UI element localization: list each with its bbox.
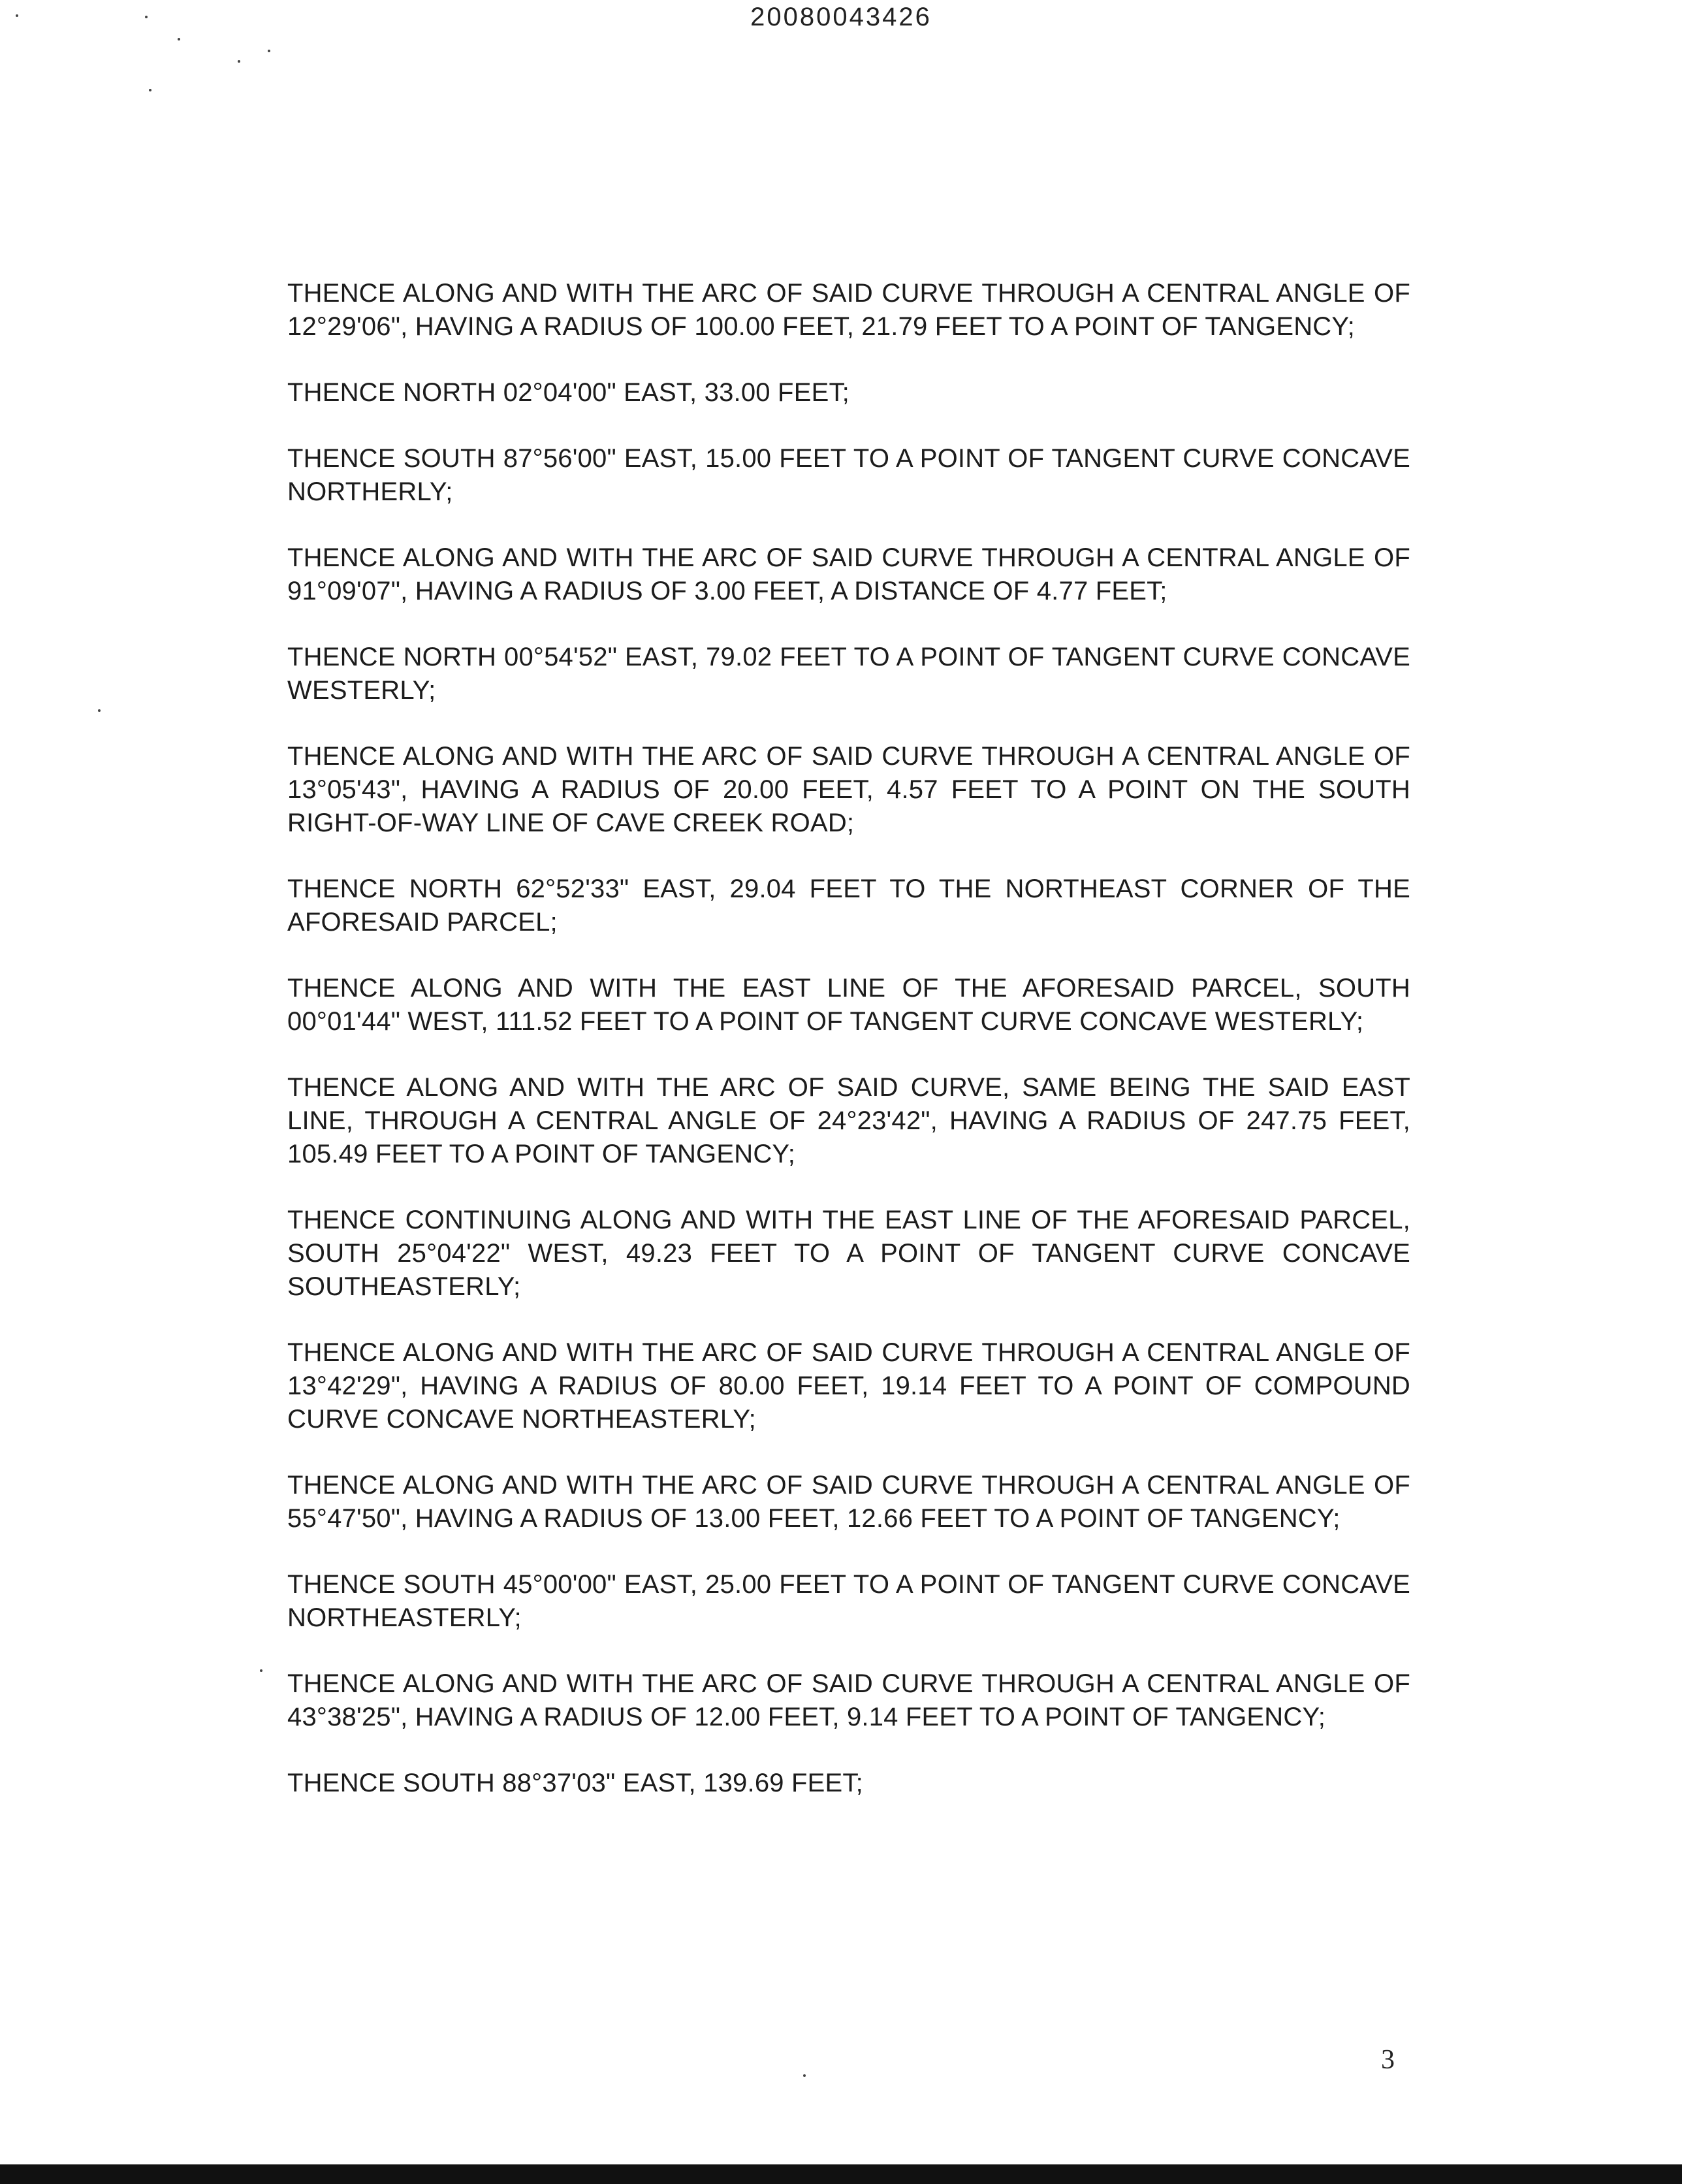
course-paragraph: THENCE NORTH 00°54'52" EAST, 79.02 FEET TO A POINT OF TANGENT CURVE CONCAVE WESTERLY; [287,643,1410,705]
document-number: 20080043426 [750,3,932,31]
scan-speck [260,1669,262,1672]
course-paragraph: THENCE ALONG AND WITH THE ARC OF SAID CURVE THROUGH A CENTRAL ANGLE OF 13°42'29", HAVING A RADIUS OF 80.00 FEET, 19.14 FEET TO A POINT OF COMPOUND CURVE CONCAVE NORTHEASTERLY; [287,1338,1410,1434]
course-paragraph: THENCE NORTH 62°52'33" EAST, 29.04 FEET TO THE NORTHEAST CORNER OF THE AFORESAID PARCEL; [287,875,1410,937]
course-paragraph: THENCE ALONG AND WITH THE EAST LINE OF THE AFORESAID PARCEL, SOUTH 00°01'44" WEST, 111.52 FEET TO A POINT OF TANGENT CURVE CONCAVE WESTERLY; [287,974,1410,1036]
course-paragraph: THENCE ALONG AND WITH THE ARC OF SAID CURVE THROUGH A CENTRAL ANGLE OF 13°05'43", HAVING A RADIUS OF 20.00 FEET, 4.57 FEET TO A POINT ON THE SOUTH RIGHT-OF-WAY LINE OF CAVE CREEK ROAD; [287,742,1410,837]
page-number: 3 [1381,2045,1395,2075]
course-paragraph: THENCE CONTINUING ALONG AND WITH THE EAST LINE OF THE AFORESAID PARCEL, SOUTH 25°04'22" WEST, 49.23 FEET TO A POINT OF TANGENT CURVE CONCAVE SOUTHEASTERLY; [287,1206,1410,1301]
course-paragraph: THENCE ALONG AND WITH THE ARC OF SAID CURVE THROUGH A CENTRAL ANGLE OF 43°38'25", HAVING A RADIUS OF 12.00 FEET, 9.14 FEET TO A POINT OF TANGENCY; [287,1669,1410,1731]
course-paragraph: THENCE SOUTH 87°56'00" EAST, 15.00 FEET TO A POINT OF TANGENT CURVE CONCAVE NORTHERLY; [287,444,1410,506]
scan-edge-bar [0,2164,1682,2184]
scan-speck [268,50,270,52]
scan-speck [145,16,148,18]
course-paragraph: THENCE SOUTH 45°00'00" EAST, 25.00 FEET TO A POINT OF TANGENT CURVE CONCAVE NORTHEASTERLY; [287,1570,1410,1632]
scan-speck [149,89,151,91]
scan-speck [178,38,180,40]
scan-speck [98,709,101,712]
legal-description-body [287,277,1410,1833]
scan-speck [238,60,240,63]
course-paragraph: THENCE SOUTH 88°37'03" EAST, 139.69 FEET; [287,1769,863,1797]
scan-speck [803,2074,806,2077]
course-paragraph: THENCE ALONG AND WITH THE ARC OF SAID CURVE THROUGH A CENTRAL ANGLE OF 91°09'07", HAVING A RADIUS OF 3.00 FEET, A DISTANCE OF 4.77 FEET; [287,543,1410,605]
course-paragraph: THENCE ALONG AND WITH THE ARC OF SAID CURVE, SAME BEING THE SAID EAST LINE, THROUGH A CENTRAL ANGLE OF 24°23'42", HAVING A RADIUS OF 247.75 FEET, 105.49 FEET TO A POINT OF TANGENCY; [287,1073,1410,1168]
course-paragraph: THENCE ALONG AND WITH THE ARC OF SAID CURVE THROUGH A CENTRAL ANGLE OF 12°29'06", HAVING A RADIUS OF 100.00 FEET, 21.79 FEET TO A POINT OF TANGENCY; [287,279,1410,341]
scan-speck [16,14,18,17]
course-paragraph: THENCE NORTH 02°04'00" EAST, 33.00 FEET; [287,378,849,407]
course-paragraph: THENCE ALONG AND WITH THE ARC OF SAID CURVE THROUGH A CENTRAL ANGLE OF 55°47'50", HAVING A RADIUS OF 13.00 FEET, 12.66 FEET TO A POINT OF TANGENCY; [287,1471,1410,1533]
